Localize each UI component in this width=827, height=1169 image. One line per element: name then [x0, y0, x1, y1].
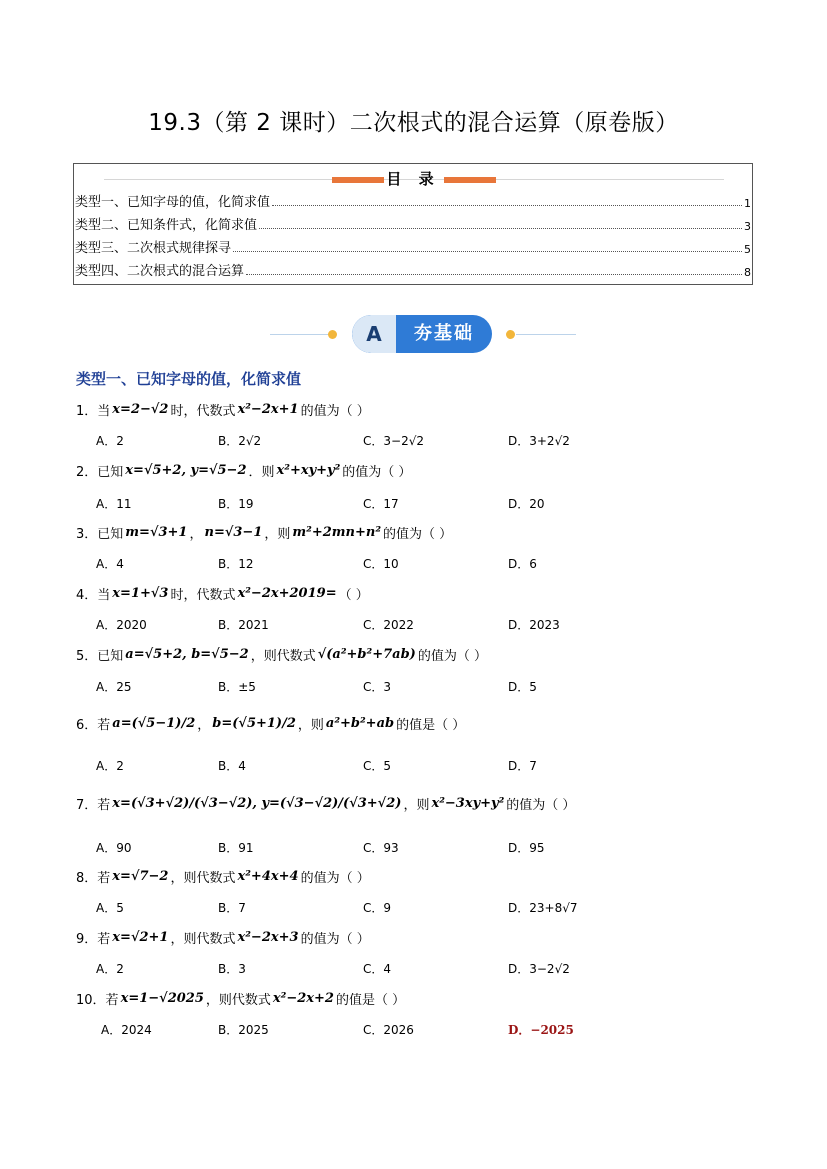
math-expression: √(a²+b²+7ab): [317, 647, 416, 662]
question-text: ，则: [297, 718, 324, 733]
option-d[interactable]: D．95: [508, 841, 545, 855]
option-c[interactable]: C．5: [363, 759, 392, 773]
question-1: [76, 400, 370, 419]
toc-leader-dots: [246, 274, 742, 275]
math-expression: x²−2x+3: [237, 930, 299, 945]
question-text: ，: [197, 718, 211, 733]
option-d[interactable]: D．5: [508, 680, 537, 694]
options-7: [96, 839, 596, 859]
option-b[interactable]: B．2√2: [218, 434, 262, 448]
question-number: 7．: [76, 798, 98, 813]
toc-item-page: 1: [744, 197, 751, 210]
option-a[interactable]: A．2: [96, 434, 124, 448]
question-10: [76, 989, 405, 1008]
question-text: 的值为（ ）: [300, 871, 370, 886]
question-4: [76, 584, 369, 603]
option-a[interactable]: A．2: [96, 962, 124, 976]
options-3: [96, 555, 596, 575]
option-b[interactable]: B．4: [218, 759, 246, 773]
toc-leader-dots: [259, 228, 742, 229]
option-c[interactable]: C．17: [363, 497, 399, 511]
question-number: 8．: [76, 871, 98, 886]
question-text: ，: [189, 527, 203, 542]
question-text: ，则: [403, 798, 430, 813]
question-text: 若: [97, 718, 111, 733]
options-4: [96, 616, 596, 636]
question-number: 10．: [76, 993, 106, 1008]
question-7: [76, 794, 575, 813]
question-text: ，则: [264, 527, 291, 542]
question-text: 的值是（ ）: [335, 993, 406, 1008]
question-text: 已知: [97, 465, 124, 480]
question-text: 的值是（ ）: [396, 718, 466, 733]
math-expression: a²+b²+ab: [325, 716, 395, 731]
question-text: 的值为（ ）: [300, 932, 370, 947]
math-condition: x=2−√2: [112, 402, 169, 417]
options-8: [96, 899, 596, 919]
option-d[interactable]: D．6: [508, 557, 537, 571]
math-expression: x²−2x+2019=: [237, 586, 337, 601]
banner-text: 夯基础: [414, 323, 474, 344]
option-a[interactable]: A．2: [96, 759, 124, 773]
option-b[interactable]: B．2025: [218, 1023, 269, 1037]
toc-item-label: 类型四、二次根式的混合运算: [75, 264, 245, 279]
question-text: （ ）: [338, 588, 369, 603]
page-title: 19.3（第 2 课时）二次根式的混合运算（原卷版）: [148, 110, 679, 136]
math-condition: a=√5+2, b=√5−2: [125, 647, 249, 662]
level-banner: [270, 312, 580, 356]
math-condition: x=√5+2, y=√5−2: [125, 463, 247, 478]
question-text: ，则代数式: [170, 932, 236, 947]
toc-item-label: 类型一、已知字母的值，化简求值: [75, 195, 271, 210]
question-text: 的值为（ ）: [506, 798, 576, 813]
banner-line-right: [516, 334, 576, 335]
question-2: [76, 461, 411, 480]
math-expression: m²+2mn+n²: [292, 525, 382, 540]
option-d[interactable]: D．3+2√2: [508, 434, 570, 448]
question-text: 的值为（ ）: [417, 649, 487, 664]
math-expression: x²+xy+y²: [276, 463, 341, 478]
math-condition: m=√3+1: [125, 525, 188, 540]
option-a[interactable]: A．2020: [96, 618, 147, 632]
option-c[interactable]: C．2026: [363, 1023, 414, 1037]
toc-leader-dots: [233, 251, 742, 252]
question-8: [76, 867, 370, 886]
option-d[interactable]: D．2023: [508, 618, 560, 632]
math-condition: x=(√3+√2)/(√3−√2), y=(√3−√2)/(√3+√2): [112, 796, 402, 811]
math-expression: x²+4x+4: [237, 869, 299, 884]
toc-item[interactable]: [75, 213, 751, 233]
math-condition: a=(√5−1)/2: [112, 716, 196, 731]
math-expression: x²−2x+1: [237, 402, 299, 417]
question-number: 3．: [76, 527, 98, 542]
toc-item-page: 5: [744, 243, 751, 256]
banner-pill: [352, 315, 492, 353]
option-b[interactable]: B．91: [218, 841, 254, 855]
toc-item-label: 类型三、二次根式规律探寻: [75, 241, 232, 256]
question-text: ，则代数式: [205, 993, 271, 1008]
banner-line-left: [270, 334, 330, 335]
options-5: [96, 678, 596, 698]
question-text: 若: [97, 932, 111, 947]
question-text: 的值为（ ）: [342, 465, 412, 480]
options-6: [96, 757, 596, 777]
banner-letter: A: [352, 315, 396, 353]
option-a[interactable]: A．5: [96, 901, 124, 915]
question-number: 5．: [76, 649, 98, 664]
option-d[interactable]: D．20: [508, 497, 545, 511]
toc-leader-dots: [272, 205, 742, 206]
question-text: 若: [97, 798, 111, 813]
options-1: [96, 432, 596, 452]
option-a[interactable]: A．11: [96, 497, 132, 511]
question-text: 时，代数式: [170, 404, 236, 419]
toc-item[interactable]: [75, 236, 751, 256]
option-c[interactable]: C．2022: [363, 618, 414, 632]
question-number: 2．: [76, 465, 98, 480]
question-number: 9．: [76, 932, 98, 947]
question-text: 已知: [97, 527, 124, 542]
question-text: 若: [97, 871, 111, 886]
question-3: [76, 523, 452, 542]
question-text: ，则代数式: [250, 649, 316, 664]
option-c[interactable]: C．3: [363, 680, 392, 694]
toc-item-page: 8: [744, 266, 751, 279]
toc-item[interactable]: [75, 190, 751, 210]
toc-header: [74, 168, 752, 190]
question-text: 的值为（ ）: [383, 527, 453, 542]
math-condition: n=√3−1: [204, 525, 263, 540]
math-condition: x=1−√2025: [120, 991, 204, 1006]
question-5: [76, 645, 487, 664]
option-a[interactable]: A．4: [96, 557, 124, 571]
question-text: 时，代数式: [170, 588, 236, 603]
table-of-contents: [73, 163, 753, 285]
math-expression: x²−2x+2: [272, 991, 334, 1006]
question-number: 6．: [76, 718, 98, 733]
options-2: [96, 495, 596, 515]
section-title: 类型一、已知字母的值，化简求值: [76, 370, 302, 388]
question-text: 已知: [97, 649, 124, 664]
option-c[interactable]: C．93: [363, 841, 399, 855]
options-9: [96, 960, 596, 980]
option-b[interactable]: B．3: [218, 962, 246, 976]
banner-dot-left: [328, 330, 337, 339]
toc-item[interactable]: [75, 259, 751, 279]
option-b[interactable]: B．7: [218, 901, 246, 915]
options-10: [101, 1021, 601, 1041]
option-b[interactable]: B．19: [218, 497, 254, 511]
option-c[interactable]: C．9: [363, 901, 392, 915]
math-condition: x=√7−2: [112, 869, 169, 884]
option-c[interactable]: C．4: [363, 962, 392, 976]
question-text: 当: [97, 588, 111, 603]
banner-dot-right: [506, 330, 515, 339]
option-d[interactable]: D．7: [508, 759, 537, 773]
question-text: 当: [97, 404, 111, 419]
option-d[interactable]: D．3−2√2: [508, 962, 570, 976]
question-text: 的值为（ ）: [300, 404, 370, 419]
option-d[interactable]: D．23+8√7: [508, 901, 578, 915]
option-a[interactable]: A．2024: [101, 1023, 152, 1037]
toc-item-page: 3: [744, 220, 751, 233]
option-c[interactable]: C．10: [363, 557, 399, 571]
option-b[interactable]: B．2021: [218, 618, 269, 632]
question-text: 若: [105, 993, 119, 1008]
question-text: ．则: [248, 465, 275, 480]
option-a[interactable]: A．90: [96, 841, 132, 855]
option-b[interactable]: B．12: [218, 557, 254, 571]
question-6: [76, 714, 465, 733]
question-number: 1．: [76, 404, 98, 419]
option-b[interactable]: B．±5: [218, 680, 256, 694]
option-d[interactable]: D．−2025: [508, 1023, 574, 1037]
option-c[interactable]: C．3−2√2: [363, 434, 424, 448]
toc-item-label: 类型二、已知条件式，化简求值: [75, 218, 258, 233]
math-condition: b=(√5+1)/2: [212, 716, 296, 731]
question-9: [76, 928, 370, 947]
math-condition: x=1+√3: [112, 586, 169, 601]
option-a[interactable]: A．25: [96, 680, 132, 694]
toc-heading: 目 录: [386, 170, 440, 188]
math-condition: x=√2+1: [112, 930, 169, 945]
question-number: 4．: [76, 588, 98, 603]
math-expression: x²−3xy+y²: [431, 796, 505, 811]
question-text: ，则代数式: [170, 871, 236, 886]
